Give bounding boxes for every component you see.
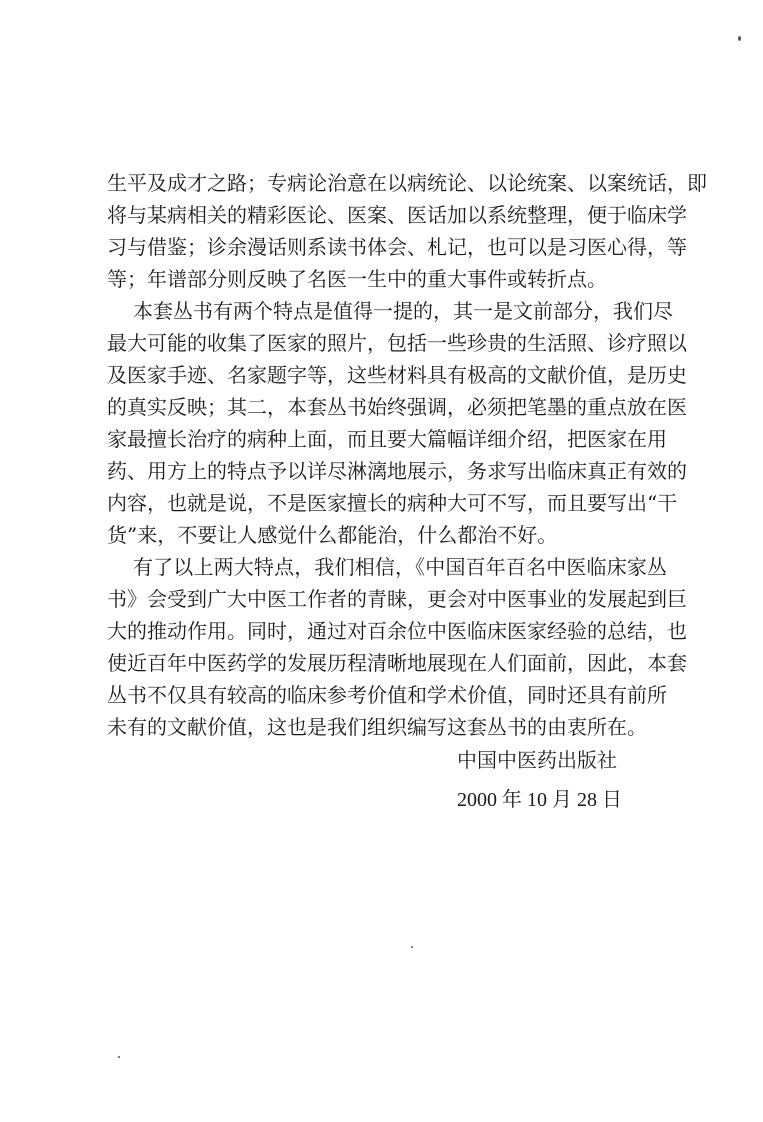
text-line: 的真实反映；其二，本套丛书始终强调，必须把笔墨的重点放在医 bbox=[107, 395, 687, 419]
text-line: 丛书不仅具有较高的临床参考价值和学术价值，同时还具有前所 bbox=[107, 683, 667, 707]
text-line: 本套丛书有两个特点是值得一提的，其一是文前部分，我们尽 bbox=[133, 299, 673, 323]
publisher-name: 中国中医药出版社 bbox=[457, 748, 617, 772]
text-line: 等；年谱部分则反映了名医一生中的重大事件或转折点。 bbox=[107, 267, 607, 291]
text-line: 有了以上两大特点，我们相信，《中国百年百名中医临床家丛 bbox=[133, 555, 667, 579]
text-line: 书》会受到广大中医工作者的青睐，更会对中医事业的发展起到巨 bbox=[107, 587, 687, 611]
text-line: 及医家手迹、名家题字等，这些材料具有极高的文献价值，是历史 bbox=[107, 363, 687, 387]
scan-speck bbox=[738, 36, 741, 41]
text-line: 将与某病相关的精彩医论、医案、医话加以系统整理，便于临床学 bbox=[107, 203, 687, 227]
text-line: 内容，也就是说，不是医家擅长的病种大可不写，而且要写出“干 bbox=[107, 491, 678, 515]
signature-date: 2000 年 10 月 28 日 bbox=[457, 789, 622, 811]
text-line: 最大可能的收集了医家的照片，包括一些珍贵的生活照、诊疗照以 bbox=[107, 331, 687, 355]
text-line: 大的推动作用。同时，通过对百余位中医临床医家经验的总结，也 bbox=[107, 619, 687, 643]
text-line: 药、用方上的特点予以详尽淋漓地展示，务求写出临床真正有效的 bbox=[107, 459, 687, 483]
text-line: 习与借鉴；诊余漫话则系读书体会、札记，也可以是习医心得，等 bbox=[107, 235, 687, 259]
text-line: 家最擅长治疗的病种上面，而且要大篇幅详细介绍，把医家在用 bbox=[107, 427, 667, 451]
text-line: 未有的文献价值，这也是我们组织编写这套丛书的由衷所在。 bbox=[107, 715, 647, 739]
scan-speck bbox=[411, 946, 413, 948]
text-line: 生平及成才之路；专病论治意在以病统论、以论统案、以案统话，即 bbox=[107, 171, 707, 195]
text-line: 货”来，不要让人感觉什么都能治，什么都治不好。 bbox=[107, 523, 558, 547]
scan-speck bbox=[118, 1056, 120, 1058]
text-line: 使近百年中医药学的发展历程清晰地展现在人们面前，因此，本套 bbox=[107, 651, 687, 675]
